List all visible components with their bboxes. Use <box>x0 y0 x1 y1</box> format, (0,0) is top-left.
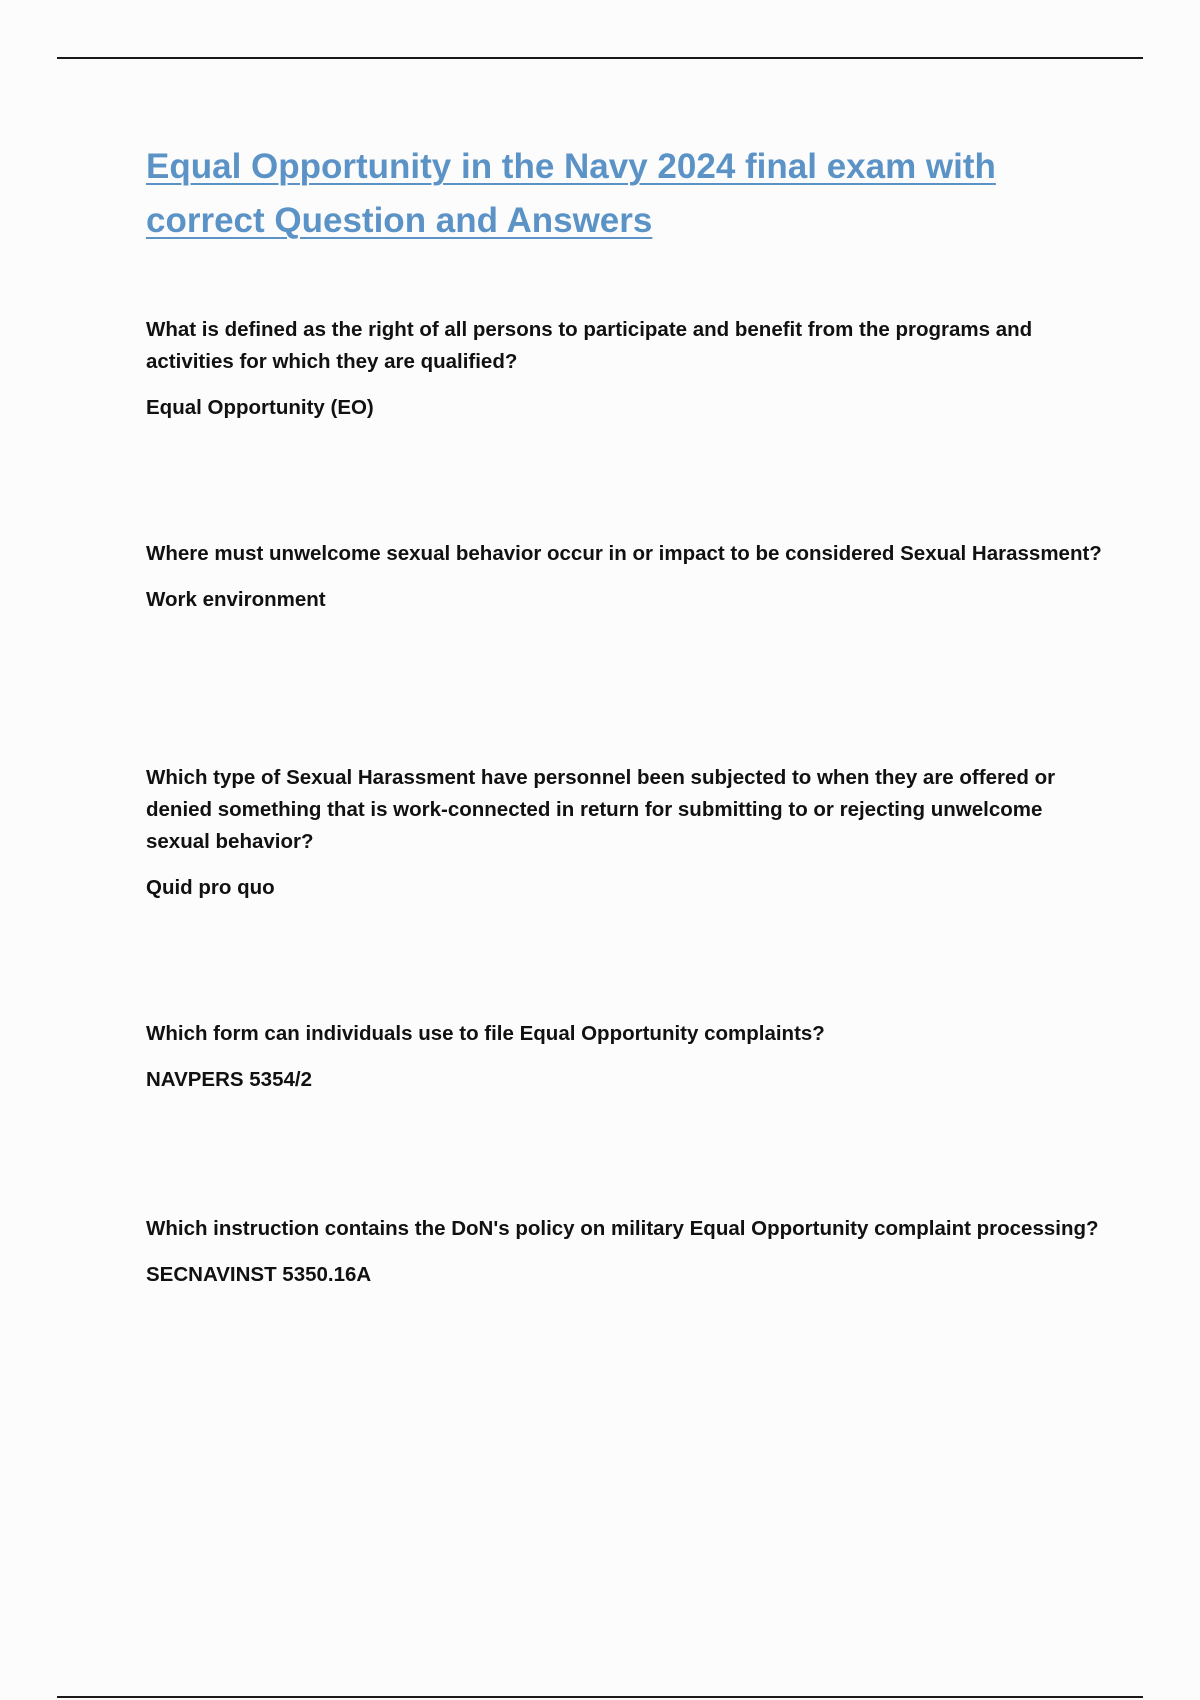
answer-text: Quid pro quo <box>146 876 275 899</box>
question-text: Which instruction contains the DoN's policy on military Equal Opportunity complaint processing? <box>146 1217 1099 1240</box>
question-text: What is defined as the right of all persons to participate and benefit from the programs and activities for which they are qualified? <box>146 318 1033 373</box>
document-title[interactable]: Equal Opportunity in the Navy 2024 final exam with correct Question and Answers <box>146 147 996 240</box>
header-rule <box>57 57 1143 59</box>
question-text: Where must unwelcome sexual behavior occur in or impact to be considered Sexual Harassment? <box>146 542 1102 565</box>
answer-text: Work environment <box>146 588 326 611</box>
answer-text: NAVPERS 5354/2 <box>146 1068 312 1091</box>
question-text: Which form can individuals use to file Equal Opportunity complaints? <box>146 1022 825 1045</box>
qa-item <box>146 1213 1106 1291</box>
qa-item <box>146 1018 1106 1096</box>
answer-text: Equal Opportunity (EO) <box>146 396 374 419</box>
question-text: Which type of Sexual Harassment have personnel been subjected to when they are offered or denied something that is work-connected in return for submitting to or rejecting unwelcome sexual behavior? <box>146 766 1056 853</box>
qa-item <box>146 538 1106 616</box>
qa-item <box>146 314 1106 424</box>
footer-rule <box>57 1696 1143 1698</box>
answer-text: SECNAVINST 5350.16A <box>146 1263 372 1286</box>
qa-item <box>146 762 1106 904</box>
